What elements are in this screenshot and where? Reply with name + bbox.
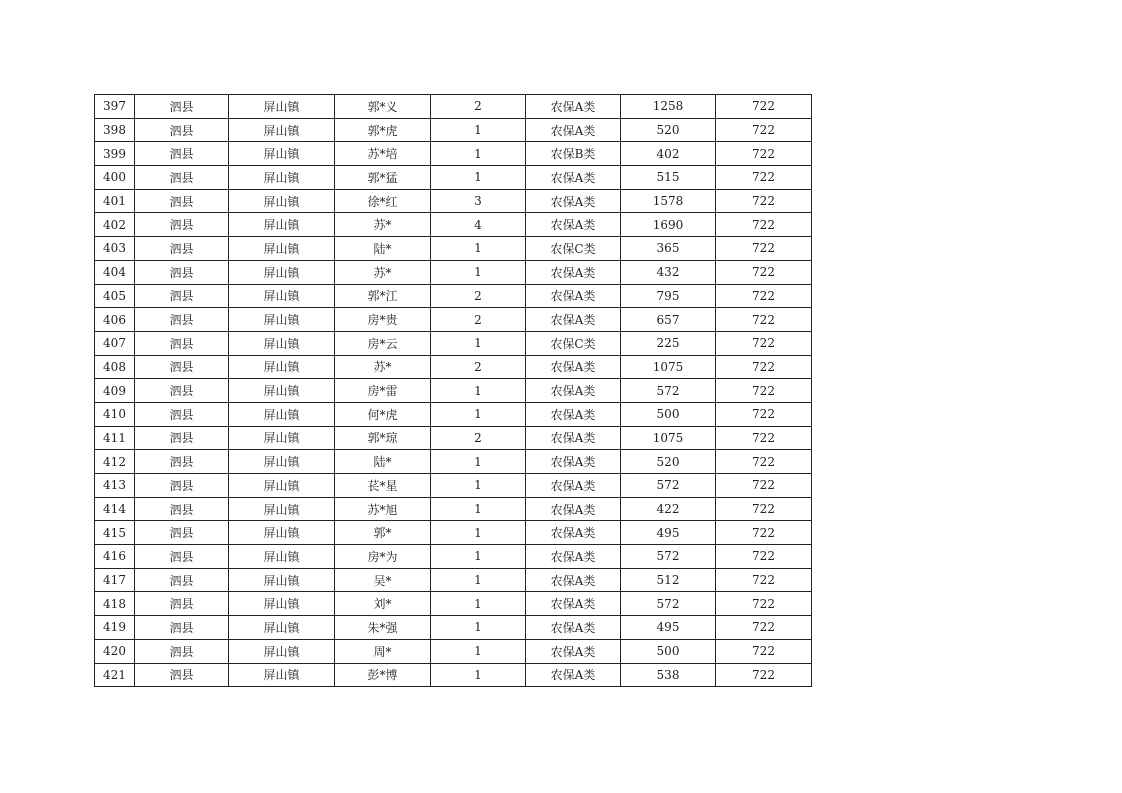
household-size-cell: 1 — [431, 592, 526, 616]
row-number-cell: 416 — [95, 545, 135, 569]
name-cell: 苏* — [335, 260, 431, 284]
table-body — [95, 95, 812, 687]
name-cell: 郭*义 — [335, 95, 431, 119]
standard-cell: 722 — [716, 95, 812, 119]
category-cell: 农保A类 — [526, 118, 621, 142]
county-cell: 泗县 — [135, 402, 229, 426]
town-cell: 屏山镇 — [229, 260, 335, 284]
table-row — [95, 118, 812, 142]
table-row — [95, 474, 812, 498]
household-size-cell: 1 — [431, 237, 526, 261]
table-row — [95, 450, 812, 474]
household-size-cell: 2 — [431, 355, 526, 379]
county-cell: 泗县 — [135, 639, 229, 663]
standard-cell: 722 — [716, 308, 812, 332]
category-cell: 农保A类 — [526, 402, 621, 426]
name-cell: 苏* — [335, 213, 431, 237]
table-row — [95, 331, 812, 355]
county-cell: 泗县 — [135, 95, 229, 119]
amount-cell: 422 — [621, 497, 716, 521]
row-number-cell: 409 — [95, 379, 135, 403]
amount-cell: 795 — [621, 284, 716, 308]
county-cell: 泗县 — [135, 213, 229, 237]
town-cell: 屏山镇 — [229, 402, 335, 426]
standard-cell: 722 — [716, 568, 812, 592]
row-number-cell: 408 — [95, 355, 135, 379]
amount-cell: 1075 — [621, 426, 716, 450]
amount-cell: 1578 — [621, 189, 716, 213]
town-cell: 屏山镇 — [229, 663, 335, 687]
standard-cell: 722 — [716, 521, 812, 545]
category-cell: 农保A类 — [526, 568, 621, 592]
household-size-cell: 1 — [431, 450, 526, 474]
town-cell: 屏山镇 — [229, 237, 335, 261]
household-size-cell: 1 — [431, 663, 526, 687]
amount-cell: 1258 — [621, 95, 716, 119]
table-row — [95, 616, 812, 640]
amount-cell: 657 — [621, 308, 716, 332]
table-row — [95, 592, 812, 616]
town-cell: 屏山镇 — [229, 426, 335, 450]
table-row — [95, 284, 812, 308]
standard-cell: 722 — [716, 118, 812, 142]
standard-cell: 722 — [716, 142, 812, 166]
table-row — [95, 237, 812, 261]
category-cell: 农保A类 — [526, 308, 621, 332]
household-size-cell: 2 — [431, 95, 526, 119]
standard-cell: 722 — [716, 663, 812, 687]
table-row — [95, 213, 812, 237]
row-number-cell: 403 — [95, 237, 135, 261]
category-cell: 农保A类 — [526, 379, 621, 403]
county-cell: 泗县 — [135, 189, 229, 213]
row-number-cell: 417 — [95, 568, 135, 592]
standard-cell: 722 — [716, 450, 812, 474]
row-number-cell: 415 — [95, 521, 135, 545]
household-size-cell: 1 — [431, 260, 526, 284]
amount-cell: 500 — [621, 639, 716, 663]
row-number-cell: 405 — [95, 284, 135, 308]
row-number-cell: 399 — [95, 142, 135, 166]
town-cell: 屏山镇 — [229, 355, 335, 379]
name-cell: 苏* — [335, 355, 431, 379]
table-row — [95, 402, 812, 426]
county-cell: 泗县 — [135, 260, 229, 284]
town-cell: 屏山镇 — [229, 142, 335, 166]
name-cell: 郭*江 — [335, 284, 431, 308]
household-size-cell: 1 — [431, 402, 526, 426]
table-row — [95, 308, 812, 332]
county-cell: 泗县 — [135, 568, 229, 592]
row-number-cell: 414 — [95, 497, 135, 521]
category-cell: 农保A类 — [526, 95, 621, 119]
name-cell: 朱*强 — [335, 616, 431, 640]
household-size-cell: 1 — [431, 497, 526, 521]
amount-cell: 538 — [621, 663, 716, 687]
table-row — [95, 521, 812, 545]
table-row — [95, 545, 812, 569]
household-size-cell: 1 — [431, 568, 526, 592]
county-cell: 泗县 — [135, 474, 229, 498]
name-cell: 房*云 — [335, 331, 431, 355]
town-cell: 屏山镇 — [229, 616, 335, 640]
row-number-cell: 397 — [95, 95, 135, 119]
category-cell: 农保A类 — [526, 592, 621, 616]
household-size-cell: 3 — [431, 189, 526, 213]
standard-cell: 722 — [716, 213, 812, 237]
row-number-cell: 413 — [95, 474, 135, 498]
standard-cell: 722 — [716, 402, 812, 426]
county-cell: 泗县 — [135, 118, 229, 142]
category-cell: 农保A类 — [526, 663, 621, 687]
county-cell: 泗县 — [135, 237, 229, 261]
category-cell: 农保A类 — [526, 355, 621, 379]
amount-cell: 495 — [621, 521, 716, 545]
standard-cell: 722 — [716, 331, 812, 355]
name-cell: 何*虎 — [335, 402, 431, 426]
county-cell: 泗县 — [135, 331, 229, 355]
name-cell: 房*雷 — [335, 379, 431, 403]
amount-cell: 515 — [621, 166, 716, 190]
name-cell: 郭*猛 — [335, 166, 431, 190]
household-size-cell: 1 — [431, 616, 526, 640]
amount-cell: 572 — [621, 379, 716, 403]
standard-cell: 722 — [716, 592, 812, 616]
county-cell: 泗县 — [135, 497, 229, 521]
town-cell: 屏山镇 — [229, 213, 335, 237]
table-row — [95, 379, 812, 403]
county-cell: 泗县 — [135, 308, 229, 332]
table-row — [95, 426, 812, 450]
household-size-cell: 1 — [431, 639, 526, 663]
name-cell: 郭*虎 — [335, 118, 431, 142]
standard-cell: 722 — [716, 284, 812, 308]
county-cell: 泗县 — [135, 616, 229, 640]
row-number-cell: 401 — [95, 189, 135, 213]
amount-cell: 495 — [621, 616, 716, 640]
county-cell: 泗县 — [135, 166, 229, 190]
amount-cell: 1690 — [621, 213, 716, 237]
standard-cell: 722 — [716, 355, 812, 379]
amount-cell: 402 — [621, 142, 716, 166]
standard-cell: 722 — [716, 189, 812, 213]
amount-cell: 572 — [621, 545, 716, 569]
county-cell: 泗县 — [135, 142, 229, 166]
name-cell: 苏*培 — [335, 142, 431, 166]
household-size-cell: 1 — [431, 331, 526, 355]
table-row — [95, 189, 812, 213]
table-row — [95, 639, 812, 663]
town-cell: 屏山镇 — [229, 497, 335, 521]
town-cell: 屏山镇 — [229, 189, 335, 213]
county-cell: 泗县 — [135, 426, 229, 450]
category-cell: 农保A类 — [526, 426, 621, 450]
category-cell: 农保A类 — [526, 213, 621, 237]
category-cell: 农保A类 — [526, 521, 621, 545]
name-cell: 房*为 — [335, 545, 431, 569]
town-cell: 屏山镇 — [229, 166, 335, 190]
county-cell: 泗县 — [135, 450, 229, 474]
town-cell: 屏山镇 — [229, 639, 335, 663]
row-number-cell: 420 — [95, 639, 135, 663]
table-row — [95, 568, 812, 592]
amount-cell: 1075 — [621, 355, 716, 379]
name-cell: 郭* — [335, 521, 431, 545]
town-cell: 屏山镇 — [229, 592, 335, 616]
standard-cell: 722 — [716, 166, 812, 190]
amount-cell: 365 — [621, 237, 716, 261]
table-row — [95, 663, 812, 687]
town-cell: 屏山镇 — [229, 568, 335, 592]
name-cell: 房*贵 — [335, 308, 431, 332]
row-number-cell: 412 — [95, 450, 135, 474]
standard-cell: 722 — [716, 426, 812, 450]
row-number-cell: 407 — [95, 331, 135, 355]
household-size-cell: 1 — [431, 521, 526, 545]
town-cell: 屏山镇 — [229, 95, 335, 119]
category-cell: 农保C类 — [526, 237, 621, 261]
name-cell: 苌*星 — [335, 474, 431, 498]
amount-cell: 572 — [621, 474, 716, 498]
standard-cell: 722 — [716, 379, 812, 403]
table-row — [95, 355, 812, 379]
household-size-cell: 1 — [431, 118, 526, 142]
amount-cell: 225 — [621, 331, 716, 355]
household-size-cell: 4 — [431, 213, 526, 237]
category-cell: 农保A类 — [526, 260, 621, 284]
amount-cell: 520 — [621, 118, 716, 142]
name-cell: 刘* — [335, 592, 431, 616]
category-cell: 农保A类 — [526, 639, 621, 663]
category-cell: 农保B类 — [526, 142, 621, 166]
table-row — [95, 166, 812, 190]
row-number-cell: 411 — [95, 426, 135, 450]
town-cell: 屏山镇 — [229, 450, 335, 474]
town-cell: 屏山镇 — [229, 521, 335, 545]
name-cell: 郭*琼 — [335, 426, 431, 450]
household-size-cell: 1 — [431, 379, 526, 403]
household-size-cell: 1 — [431, 142, 526, 166]
town-cell: 屏山镇 — [229, 545, 335, 569]
name-cell: 陆* — [335, 450, 431, 474]
standard-cell: 722 — [716, 474, 812, 498]
household-size-cell: 1 — [431, 166, 526, 190]
category-cell: 农保A类 — [526, 166, 621, 190]
town-cell: 屏山镇 — [229, 379, 335, 403]
row-number-cell: 400 — [95, 166, 135, 190]
name-cell: 吴* — [335, 568, 431, 592]
row-number-cell: 421 — [95, 663, 135, 687]
town-cell: 屏山镇 — [229, 118, 335, 142]
standard-cell: 722 — [716, 639, 812, 663]
category-cell: 农保A类 — [526, 545, 621, 569]
standard-cell: 722 — [716, 260, 812, 284]
household-size-cell: 1 — [431, 474, 526, 498]
row-number-cell: 402 — [95, 213, 135, 237]
category-cell: 农保A类 — [526, 497, 621, 521]
household-size-cell: 2 — [431, 284, 526, 308]
town-cell: 屏山镇 — [229, 308, 335, 332]
county-cell: 泗县 — [135, 379, 229, 403]
standard-cell: 722 — [716, 545, 812, 569]
row-number-cell: 406 — [95, 308, 135, 332]
category-cell: 农保A类 — [526, 474, 621, 498]
county-cell: 泗县 — [135, 545, 229, 569]
table-row — [95, 497, 812, 521]
county-cell: 泗县 — [135, 663, 229, 687]
standard-cell: 722 — [716, 616, 812, 640]
county-cell: 泗县 — [135, 355, 229, 379]
household-size-cell: 2 — [431, 308, 526, 332]
data-table — [94, 94, 812, 687]
category-cell: 农保A类 — [526, 189, 621, 213]
table-row — [95, 142, 812, 166]
household-size-cell: 1 — [431, 545, 526, 569]
name-cell: 陆* — [335, 237, 431, 261]
county-cell: 泗县 — [135, 592, 229, 616]
amount-cell: 500 — [621, 402, 716, 426]
category-cell: 农保A类 — [526, 284, 621, 308]
standard-cell: 722 — [716, 497, 812, 521]
row-number-cell: 404 — [95, 260, 135, 284]
amount-cell: 512 — [621, 568, 716, 592]
county-cell: 泗县 — [135, 284, 229, 308]
category-cell: 农保A类 — [526, 450, 621, 474]
name-cell: 苏*旭 — [335, 497, 431, 521]
category-cell: 农保C类 — [526, 331, 621, 355]
name-cell: 徐*红 — [335, 189, 431, 213]
name-cell: 周* — [335, 639, 431, 663]
town-cell: 屏山镇 — [229, 284, 335, 308]
town-cell: 屏山镇 — [229, 474, 335, 498]
category-cell: 农保A类 — [526, 616, 621, 640]
row-number-cell: 418 — [95, 592, 135, 616]
household-size-cell: 2 — [431, 426, 526, 450]
amount-cell: 432 — [621, 260, 716, 284]
row-number-cell: 398 — [95, 118, 135, 142]
town-cell: 屏山镇 — [229, 331, 335, 355]
amount-cell: 520 — [621, 450, 716, 474]
table-row — [95, 95, 812, 119]
row-number-cell: 410 — [95, 402, 135, 426]
county-cell: 泗县 — [135, 521, 229, 545]
amount-cell: 572 — [621, 592, 716, 616]
table-row — [95, 260, 812, 284]
name-cell: 彭*博 — [335, 663, 431, 687]
standard-cell: 722 — [716, 237, 812, 261]
row-number-cell: 419 — [95, 616, 135, 640]
